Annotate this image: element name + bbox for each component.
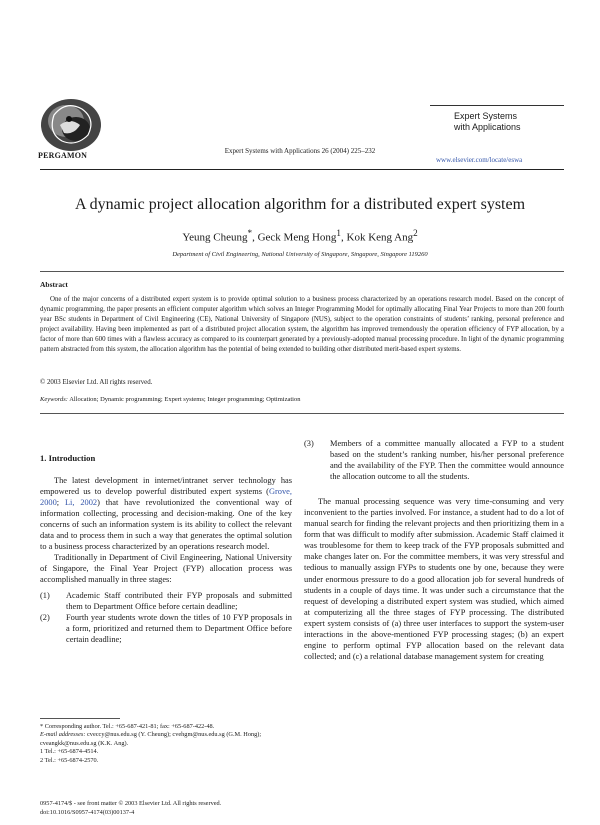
text-run: ;	[56, 498, 65, 508]
keywords-list: Allocation; Dynamic programming; Expert systems; Integer programming; Optimization	[69, 396, 301, 403]
journal-url-link[interactable]: www.elsevier.com/locate/eswa	[436, 156, 523, 164]
left-column	[40, 453, 292, 645]
pergamon-tree-logo-icon	[36, 95, 106, 155]
journal-name	[454, 111, 564, 133]
issn-doi	[40, 800, 340, 817]
citation-link[interactable]: Li, 2002	[64, 498, 98, 508]
footnote-corresponding: * Corresponding author. Tel.: +65-687-421-81; fax: +65-687-422-48.	[40, 723, 215, 730]
abstract-copyright: © 2003 Elsevier Ltd. All rights reserved.	[40, 379, 153, 386]
spacer	[304, 482, 564, 496]
issn-line: 0957-4174/$ - see front matter © 2003 Elsevier Ltd. All rights reserved.	[40, 800, 222, 807]
abstract-top-rule	[40, 271, 564, 272]
keywords	[40, 396, 564, 403]
author-mark[interactable]: *	[247, 228, 253, 238]
email-label: E-mail addresses:	[40, 731, 86, 739]
journal-name-rule	[430, 105, 564, 106]
email-addresses[interactable]: cveccy@nus.edu.sg (Y. Cheung); cvehgm@nus.edu.sg (G.M. Hong); cveangkk@nus.edu.sg (K.K. Ang).	[40, 731, 262, 747]
author-name: Kok Keng Ang	[346, 231, 414, 244]
text-run: ) that have revolutionized the conventional way of information collecting, processing and decision-making. One of the key concerns of such an information system is its ability to collect the relevant data and to process them in such a way that generates the optimal solution to a business process characterized by an operations research model.	[40, 498, 292, 552]
list-text: Academic Staff contributed their FYP proposals and submitted them to Department Office before certain deadline;	[66, 590, 292, 611]
author-name: Yeung Cheung	[182, 231, 248, 244]
list-text: Members of a committee manually allocated a FYP to a student based on the student’s ranking number, his/her personal preference and the availability of the FYP. Then the committee would announce the allocation outcome to all the students.	[330, 439, 564, 482]
paper-title: A dynamic project allocation algorithm for a distributed expert system	[74, 196, 526, 213]
abstract-bottom-rule	[40, 413, 564, 414]
footnotes	[40, 723, 292, 765]
author-list: Yeung Cheung*, Geck Meng Hong$^1$, Kok Keng Ang$^2$	[182, 228, 418, 244]
text-run: The latest development in internet/intranet server technology has empowered us to develop powerful distributed expert systems (	[40, 476, 292, 497]
abstract-heading: Abstract	[40, 280, 68, 289]
publisher-name: PERGAMON	[38, 151, 88, 160]
intro-paragraph-1	[40, 475, 292, 552]
journal-name-line2: with Applications	[454, 122, 521, 132]
list-item	[304, 438, 564, 482]
list-number: (3)	[304, 439, 314, 448]
intro-paragraph-2: Traditionally in Department of Civil Engineering, National University of Singapore, the Final Year Project (FYP) allocation process was accomplished manually in three stages:	[40, 553, 292, 585]
journal-reference: Expert Systems with Applications 26 (2004) 225–232	[224, 147, 376, 155]
doi-line[interactable]: doi:10.1016/S0957-4174(03)00137-4	[40, 808, 135, 816]
right-column	[304, 438, 564, 662]
footnote-rule	[40, 718, 120, 719]
journal-header	[0, 0, 600, 175]
list-number: (2)	[40, 612, 50, 622]
footnote-1: 1 Tel.: +65-6874-4514.	[40, 748, 99, 756]
author-mark[interactable]: 2	[413, 228, 418, 238]
intro-paragraph-3: The manual processing sequence was very time-consuming and very inconvenient to the parties involved. For instance, a student had to do a lot of manual search for finding the relevant projects and then prioritizing them in a form that was difficult to modify after submission. Academic Staff claimed it was troublesome for them to keep track of the FYP proposals submitted and make changes later on. For the committee members, it was very stressful and tedious to manually assign FYPs to students one by one, because they were under enormous pressure to do a good allocation job for several hundreds of students in a couple of days time. It was under such a circumstance that the request of developing a distributed expert system was studied, which aimed at computerizing all the three stages of FYP processing. The distributed expert system consists of (a) three user interfaces to support the system-user interactions in the above-mentioned FYP processing stages; (b) an expert engine to perform optimal FYP allocation based on the relevant data collected; and (c) a relational database management system for creating	[304, 497, 565, 661]
journal-name-line1: Expert Systems	[454, 111, 518, 121]
list-number: (1)	[40, 590, 50, 600]
section-heading: 1. Introduction	[40, 453, 96, 463]
keywords-label: Keywords:	[40, 396, 68, 403]
citation-link[interactable]: Grove, 2000	[40, 487, 292, 508]
author-mark[interactable]: 1	[336, 228, 341, 238]
list-text: Fourth year students wrote down the titles of 10 FYP proposals in a form, prioritized and returned them to Department Office before certain deadline;	[66, 612, 292, 644]
list-item	[40, 590, 292, 612]
footnote-emails	[40, 731, 292, 748]
footnote-2: 2 Tel.: +65-6874-2570.	[40, 756, 99, 764]
author-affiliation: Department of Civil Engineering, National University of Singapore, Singapore, Singapore 119260	[172, 251, 428, 258]
header-rule	[40, 169, 564, 170]
list-item	[40, 612, 292, 645]
abstract-body: One of the major concerns of a distributed expert system is to provide optimal solution to a business process characterized by an operations research model. Based on the concept of dynamic programming, the paper presents an efficient computer algorithm which solves an Integer Programming Model for optimally allocating Final Year Projects to more than 200 fourth year BSc students in Department of Civil Engineering (CE), National University of Singapore (NUS), subject to the operation constraints of students’ ranking, personal preference and project availability. Having been implemented as part of a distributed project allocation system, the algorithm has improved tremendously the operation efficiency of FYP allocation, by a factor of more than 600 times with a flawless accuracy as compared to its counterpart generated by a previously-adopted manual processing procedure. In light of the dynamic programming pattern abstracted from this system, the allocation algorithm has the potential of being extended to building other distributed merit-based expert systems.	[40, 296, 564, 353]
author-name: Geck Meng Hong	[257, 231, 337, 244]
